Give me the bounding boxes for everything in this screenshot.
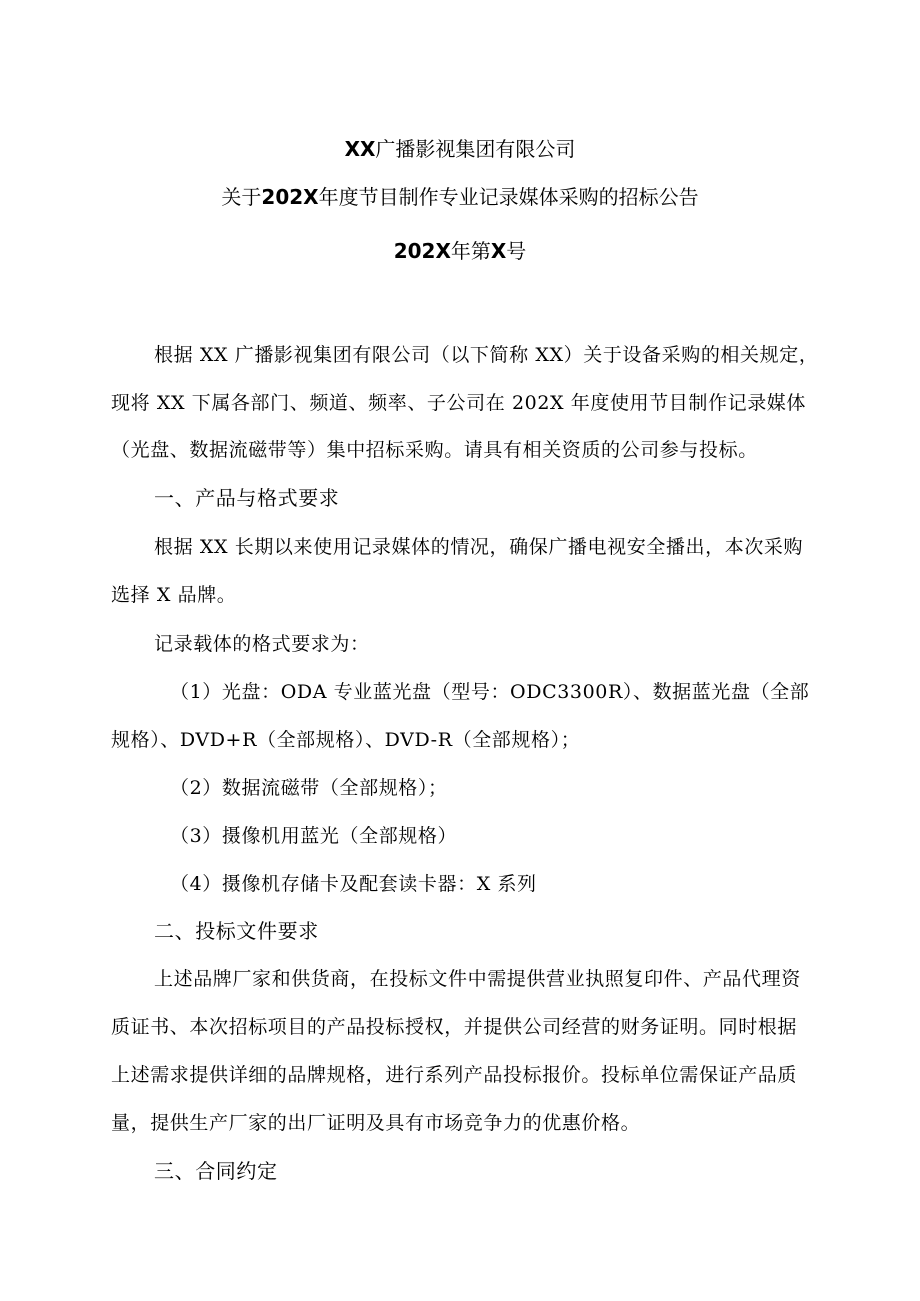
doc-number-mid: 年第 <box>450 239 491 263</box>
format-item-1-line-2: 规格）、DVD+R（全部规格）、DVD-R（全部规格）； <box>111 729 581 751</box>
title-bold-xx: XX <box>344 137 376 161</box>
para-intro-line-3: （光盘、数据流磁带等）集中招标采购。请具有相关资质的公司参与投标。 <box>111 439 758 461</box>
title-company-name: 广播影视集团有限公司 <box>375 137 576 161</box>
section-heading-3: 三、合同约定 <box>154 1159 278 1183</box>
format-item-4: （4）摄像机存储卡及配套读卡器：X 系列 <box>170 873 537 895</box>
para-bid-line-2: 质证书、本次招标项目的产品投标授权，并提供公司经营的财务证明。同时根据 <box>111 1016 798 1038</box>
document-number <box>110 237 810 265</box>
para-brand-line-1: 根据 XX 长期以来使用记录媒体的情况，确保广播电视安全播出，本次采购 <box>154 536 804 558</box>
section-heading-2: 二、投标文件要求 <box>154 919 319 943</box>
format-item-2: （2）数据流磁带（全部规格）； <box>170 777 448 799</box>
doc-number-suffix: 号 <box>506 239 527 263</box>
para-bid-line-3: 上述需求提供详细的品牌规格，进行系列产品投标报价。投标单位需保证产品质 <box>111 1064 798 1086</box>
notice-title-year: 202X <box>261 185 319 209</box>
doc-number-year: 202X <box>393 239 451 263</box>
para-intro-line-2: 现将 XX 下属各部门、频道、频率、子公司在 202X 年度使用节目制作记录媒体 <box>111 392 807 414</box>
doc-number-x: X <box>490 239 507 263</box>
company-title <box>110 135 810 163</box>
notice-title <box>110 183 810 211</box>
para-brand-line-2: 选择 X 品牌。 <box>111 584 237 606</box>
para-format-intro: 记录载体的格式要求为： <box>154 633 370 655</box>
notice-title-prefix: 关于 <box>221 185 262 209</box>
section-heading-1: 一、产品与格式要求 <box>154 486 340 510</box>
format-item-3: （3）摄像机用蓝光（全部规格） <box>170 825 458 847</box>
para-intro-line-1: 根据 XX 广播影视集团有限公司（以下简称 XX）关于设备采购的相关规定， <box>154 344 819 366</box>
para-bid-line-1: 上述品牌厂家和供货商，在投标文件中需提供营业执照复印件、产品代理资 <box>154 968 801 990</box>
para-bid-line-4: 量，提供生产厂家的出厂证明及具有市场竞争力的优惠价格。 <box>111 1112 641 1134</box>
notice-title-text: 年度节目制作专业记录媒体采购的招标公告 <box>318 185 699 209</box>
format-item-1-line-1: （1）光盘：ODA 专业蓝光盘（型号：ODC3300R）、数据蓝光盘（全部 <box>170 681 810 703</box>
